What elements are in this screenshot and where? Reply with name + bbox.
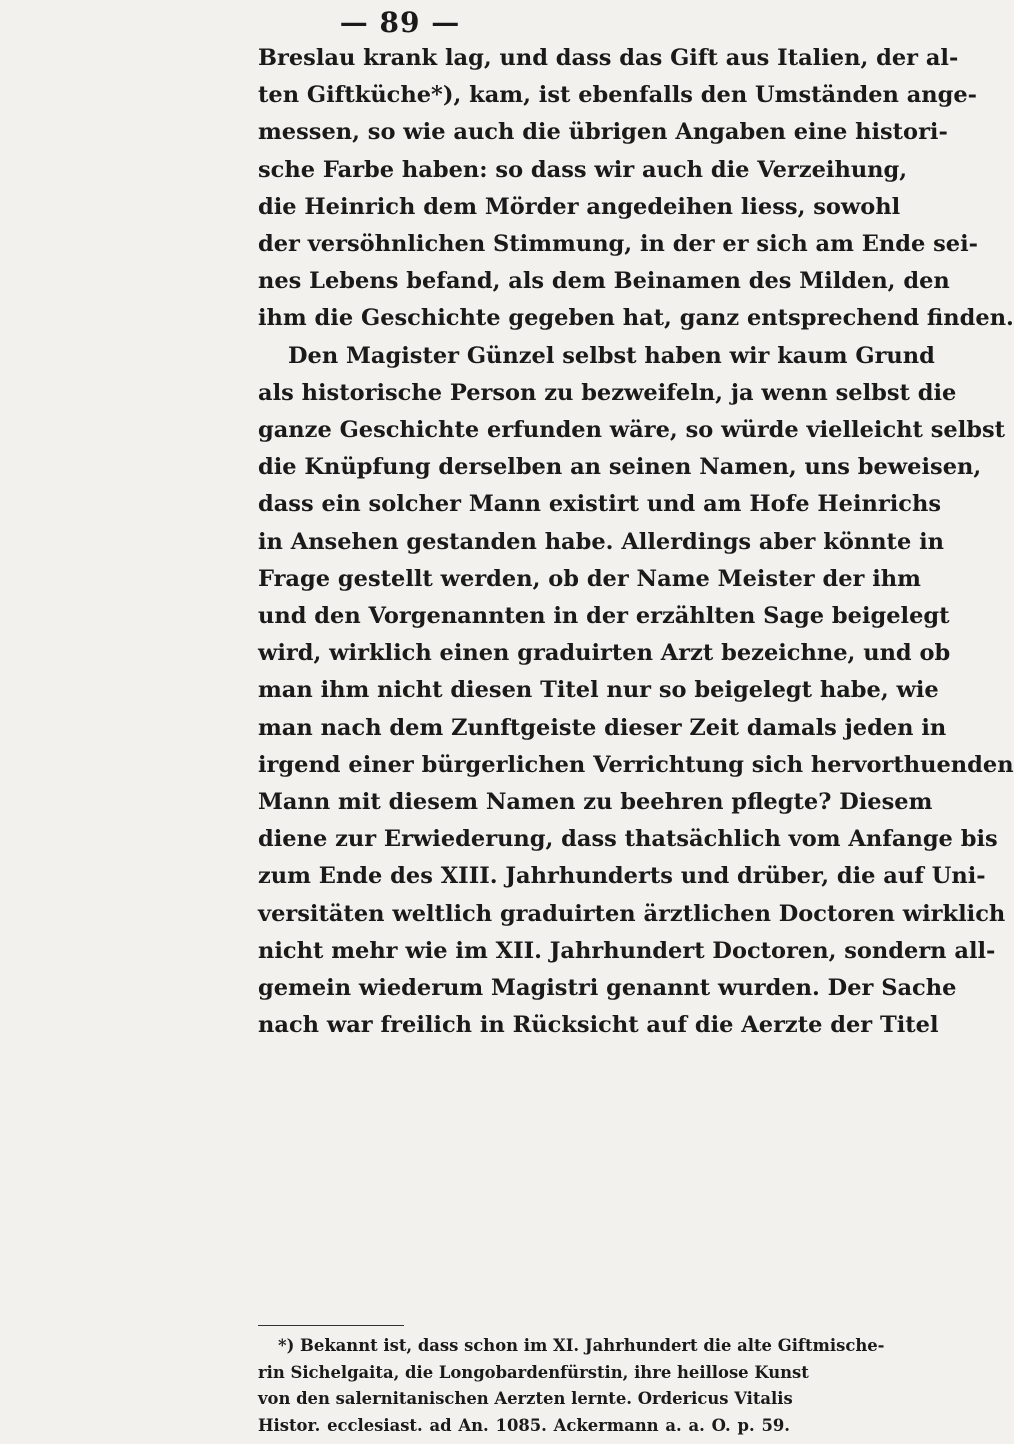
footnote-divider: [258, 1325, 404, 1326]
body-line: nicht mehr wie im XII. Jahrhundert Doctoren, sondern all-: [258, 937, 996, 964]
body-line: und den Vorgenannten in der erzählten Sage beigelegt: [258, 603, 950, 630]
body-line: wird, wirklich einen graduirten Arzt bezeichne, und ob: [258, 640, 951, 667]
footnote: [258, 1333, 885, 1439]
footnote-line: *) Bekannt ist, dass schon im XI. Jahrhundert die alte Giftmische-: [278, 1336, 885, 1355]
body-line: sche Farbe haben: so dass wir auch die Verzeihung,: [258, 156, 908, 183]
body-line: als historische Person zu bezweifeln, ja wenn selbst die: [258, 379, 957, 406]
footnote-line: von den salernitanischen Aerzten lernte. Ordericus Vitalis: [258, 1389, 793, 1408]
body-line: Breslau krank lag, und dass das Gift aus Italien, der al-: [258, 45, 959, 71]
body-line: Mann mit diesem Namen zu beehren pflegte? Diesem: [258, 789, 933, 816]
body-line: gemein wiederum Magistri genannt wurden. Der Sache: [258, 975, 957, 1002]
body-line: man nach dem Zunftgeiste dieser Zeit damals jeden in: [258, 714, 947, 741]
body-line: die Heinrich dem Mörder angedeihen liess, sowohl: [258, 193, 901, 220]
body-line: zum Ende des XIII. Jahrhunderts und drüber, die auf Uni-: [258, 863, 986, 890]
body-line: versitäten weltlich graduirten ärztlichen Doctoren wirklich: [258, 900, 1006, 927]
body-line: diene zur Erwiederung, dass thatsächlich vom Anfange bis: [258, 826, 998, 853]
body-line: der versöhnlichen Stimmung, in der er sich am Ende sei-: [258, 231, 979, 258]
body-text: [258, 40, 1014, 1044]
body-line: Den Magister Günzel selbst haben wir kaum Grund: [288, 342, 935, 369]
body-line: nes Lebens befand, als dem Beinamen des Milden, den: [258, 268, 950, 295]
body-line: irgend einer bürgerlichen Verrichtung sich hervorthuenden: [258, 751, 1014, 778]
body-line: die Knüpfung derselben an seinen Namen, uns beweisen,: [258, 454, 982, 481]
body-line: dass ein solcher Mann existirt und am Hofe Heinrichs: [258, 491, 942, 518]
footnote-line: Histor. ecclesiast. ad An. 1085. Ackermann a. a. O. p. 59.: [258, 1415, 790, 1435]
body-line: Frage gestellt werden, ob der Name Meister der ihm: [258, 565, 921, 592]
body-line: ihm die Geschichte gegeben hat, ganz entsprechend finden.: [258, 305, 1014, 332]
body-line: in Ansehen gestanden habe. Allerdings aber könnte in: [258, 528, 945, 555]
page-number: — 89 —: [339, 6, 461, 39]
footnote-line: rin Sichelgaita, die Longobardenfürstin, ihre heillose Kunst: [258, 1362, 809, 1382]
body-line: messen, so wie auch die übrigen Angaben eine histori-: [258, 119, 948, 146]
body-line: ganze Geschichte erfunden wäre, so würde vielleicht selbst: [258, 417, 1006, 444]
body-line: man ihm nicht diesen Titel nur so beigelegt habe, wie: [258, 677, 939, 704]
body-line: ten Giftküche*), kam, ist ebenfalls den Umständen ange-: [258, 82, 978, 109]
body-line: nach war freilich in Rücksicht auf die Aerzte der Titel: [258, 1012, 939, 1039]
